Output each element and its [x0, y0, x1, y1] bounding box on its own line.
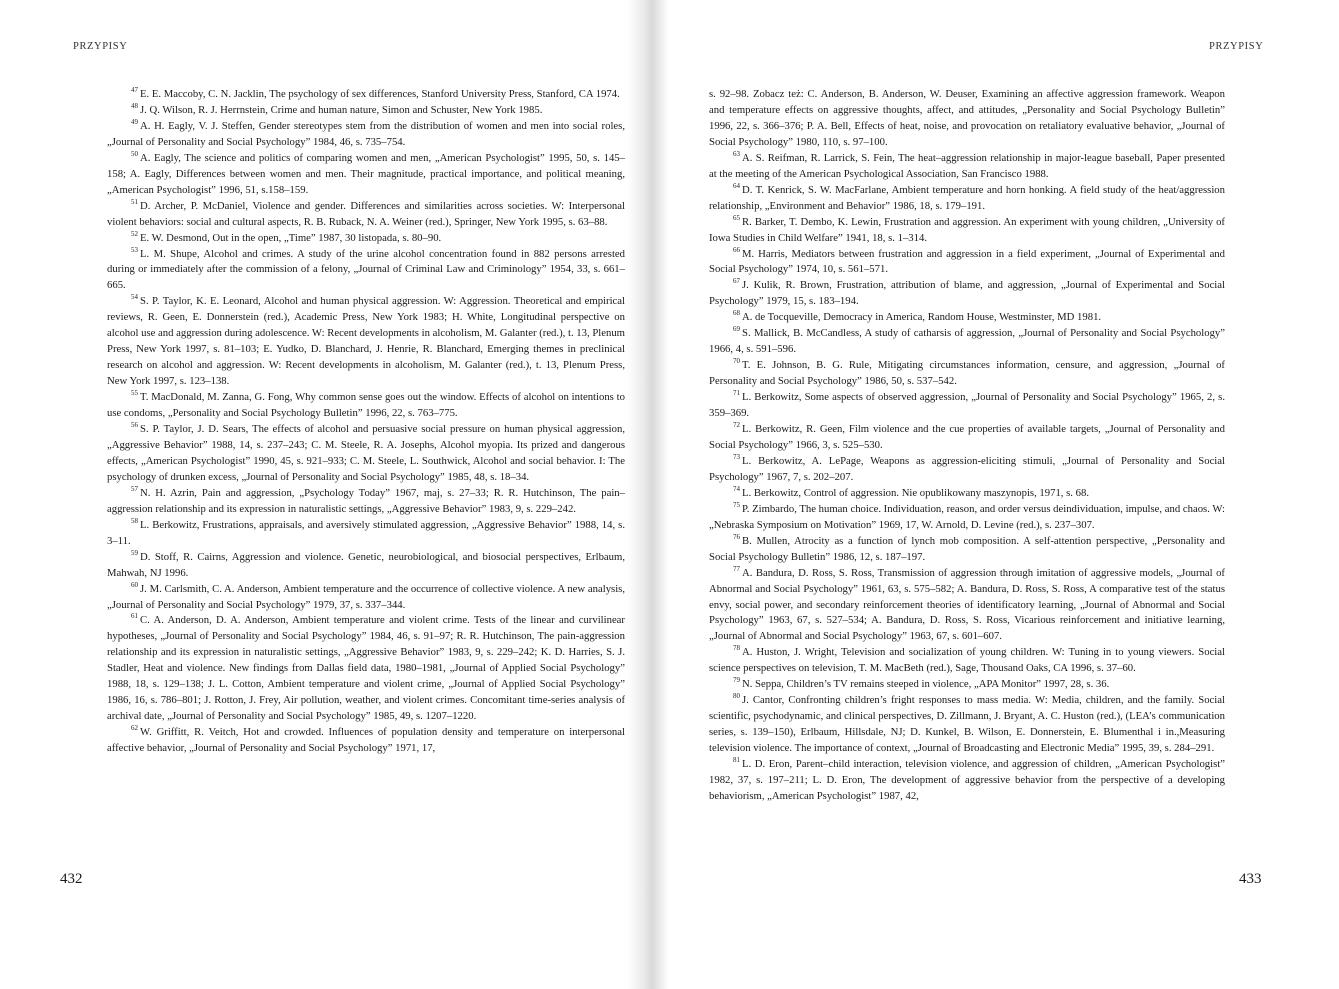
footnote-number: 57 — [131, 484, 138, 493]
footnote — [709, 183, 1225, 215]
footnote — [709, 454, 1225, 486]
footnote-text: S. P. Taylor, K. E. Leonard, Alcohol and human physical aggression. W: Aggression. Theoretical and empirical reviews, R. Geen, E. Donnerstein (red.), Academic Press, New York 1983; H. White, Longitudinal perspective on alcohol use and aggression during adolescence. W: Recent developments in alcoholism, M. Galanter (red.), t. 13, Plenum Press, New York 1997, s. 81–103; E. Yudko, D. Blanchard, J. Henrie, R. Blanchard, Emerging themes in preclinical research on alcohol and aggression. W: Recent developments in alcoholism, M. Galanter (red.), t. 13, Plenum Press, New York 1997, s. 123–138. — [107, 295, 625, 388]
footnote — [709, 422, 1225, 454]
running-header-right: PRZYPISY — [1209, 41, 1264, 52]
footnote — [107, 390, 625, 422]
footnote — [709, 486, 1225, 502]
footnote — [709, 502, 1225, 534]
footnote — [107, 103, 625, 119]
footnote-number: 72 — [733, 421, 740, 430]
footnote-number: 61 — [131, 612, 138, 621]
footnote-text: s. 92–98. Zobacz też: C. Anderson, B. Anderson, W. Deuser, Examining an affective aggression framework. Weapon and temperature effects on aggressive thoughts, affect, and attitudes, „Personality and Social Psychology Bulletin” 1996, 22, s. 366–376; P. A. Bell, Effects of heat, noise, and provocation on retaliatory evaluative behavior, „Journal of Social Psychology” 1980, 110, s. 97–100. — [709, 88, 1225, 148]
footnote-text: N. Seppa, Children’s TV remains steeped in violence, „APA Monitor” 1997, 28, s. 36. — [742, 678, 1110, 691]
footnote-text: N. H. Azrin, Pain and aggression, „Psychology Today” 1967, maj, s. 27–33; R. R. Hutchinson, The pain–aggression relationship and its expression in naturalistic settings, „Aggressive Behavior” 1983, 9, s. 229–242. — [107, 486, 625, 515]
footnote-number: 79 — [733, 676, 740, 685]
footnote-number: 75 — [733, 500, 740, 509]
footnote-number: 49 — [131, 117, 138, 126]
running-header-left: PRZYPISY — [73, 41, 128, 52]
footnote-text: L. Berkowitz, Some aspects of observed aggression, „Journal of Personality and Social Psychology” 1965, 2, s. 359–369. — [709, 391, 1225, 420]
footnote-text: L. M. Shupe, Alcohol and crimes. A study of the urine alcohol concentration found in 882 persons arrested during or immediately after the commission of a felony, „Journal of Criminal Law and Criminology” 1954, 33, s. 661–665. — [107, 247, 625, 292]
footnote — [107, 613, 625, 725]
footnote-number: 56 — [131, 421, 138, 430]
footnote-text: J. M. Carlsmith, C. A. Anderson, Ambient temperature and the occurrence of collective violence. A new analysis, „Journal of Personality and Social Psychology” 1979, 37, s. 337–344. — [107, 582, 625, 611]
footnote — [107, 725, 625, 757]
footnote-text: A. Eagly, The science and politics of comparing women and men, „American Psychologist” 1995, 50, s. 145–158; A. Eagly, Differences between women and men. Their magnitude, practical importance, and political meaning, „American Psychologist” 1996, 51, s.158–159. — [107, 151, 625, 196]
footnote — [107, 518, 625, 550]
footnote-text: D. Archer, P. McDaniel, Violence and gender. Differences and similarities across societies. W: Interpersonal violent behaviors: social and cultural aspects, R. B. Ruback, N. A. Weiner (red.), Springer, New York 1995, s. 63–88. — [107, 199, 625, 228]
footnote-text: L. Berkowitz, A. LePage, Weapons as aggression-eliciting stimuli, „Journal of Personality and Social Psychology” 1967, 7, s. 202–207. — [709, 454, 1225, 483]
footnote-text: P. Zimbardo, The human choice. Individuation, reason, and order versus deindividuation, impulse, and chaos. W: „Nebraska Symposium on Motivation” 1969, 17, W. Arnold, D. Levine (red.), s. 237–307. — [709, 502, 1226, 531]
footnote-text: J. Kulik, R. Brown, Frustration, attribution of blame, and aggression, „Journal of Experimental and Social Psychology” 1979, 15, s. 183–194. — [709, 279, 1225, 308]
footnote-number: 73 — [733, 452, 740, 461]
footnote-number: 54 — [131, 293, 138, 302]
footnote — [107, 119, 625, 151]
footnote-text: L. Berkowitz, R. Geen, Film violence and the cue properties of available targets, „Journal of Personality and Social Psychology” 1966, 3, s. 525–530. — [709, 423, 1225, 451]
footnote — [709, 645, 1225, 677]
footnote-text: A. de Tocqueville, Democracy in America, Random House, Westminster, MD 1981. — [742, 311, 1102, 324]
footnote-number: 52 — [131, 229, 138, 238]
footnote-text: L. Berkowitz, Control of aggression. Nie opublikowany maszynopis, 1971, s. 68. — [742, 486, 1090, 499]
footnotes-left-column — [107, 87, 625, 757]
page-number-left: 432 — [60, 871, 83, 887]
footnote — [709, 677, 1225, 693]
footnote-number: 60 — [131, 580, 138, 589]
footnote-text: E. W. Desmond, Out in the open, „Time” 1987, 30 listopada, s. 80–90. — [140, 231, 442, 244]
footnote — [107, 151, 625, 199]
footnote — [107, 199, 625, 231]
footnote-text: M. Harris, Mediators between frustration and aggression in a field experiment, „Journal of Experimental and Social Psychology” 1974, 10, s. 561–571. — [709, 247, 1225, 276]
footnote — [709, 151, 1225, 183]
footnote-text: A. H. Eagly, V. J. Steffen, Gender stereotypes stem from the distribution of women and men into social roles, „Journal of Personality and Social Psychology” 1984, 46, s. 735–754. — [107, 119, 625, 148]
footnote-number: 81 — [733, 756, 740, 765]
footnote-text: W. Griffitt, R. Veitch, Hot and crowded. Influences of population density and temperature on interpersonal affective behavior, „Journal of Personality and Social Psychology” 1971, 17, — [107, 726, 625, 755]
footnote — [107, 231, 625, 247]
footnote-number: 63 — [733, 149, 740, 158]
footnote-text: R. Barker, T. Dembo, K. Lewin, Frustration and aggression. An experiment with young children, „University of Iowa Studies in Child Welfare” 1941, 18, s. 1–314. — [709, 215, 1225, 244]
book-gutter — [627, 0, 669, 989]
footnote-number: 77 — [733, 564, 740, 573]
footnote-number: 64 — [733, 181, 740, 190]
footnote — [709, 390, 1225, 422]
footnote-number: 66 — [733, 245, 740, 254]
footnote-text: A. Huston, J. Wright, Television and socialization of young children. W: Tuning in to young viewers. Social science perspectives on television, T. M. MacBeth (red.), Sage, Thousand Oaks, CA 1996, s. 37–60. — [709, 646, 1225, 675]
footnote-number: 69 — [733, 325, 740, 334]
footnote-text: D. T. Kenrick, S. W. MacFarlane, Ambient temperature and horn honking. A field study of the heat/aggression relationship, „Environment and Behavior” 1986, 18, s. 179–191. — [709, 183, 1225, 212]
footnote-number: 62 — [131, 724, 138, 733]
footnote-text: J. Cantor, Confronting children’s fright responses to mass media. W: Media, children, and the family. Social scientific, psychodynamic, and clinical perspectives, D. Zillmann, J. Bryant, A. C. Huston (red.), (LEA’s communication series, s. 139–150), Erlbaum, Hillsdale, NJ; D. Kunkel, B. Wilson, E. Donnerstein, E. Blumenthal i in.,Measuring television violence. The importance of context, „Journal of Broadcasting and Electronic Media” 1995, 39, s. 284–291. — [709, 694, 1225, 755]
footnote-text: T. MacDonald, M. Zanna, G. Fong, Why common sense goes out the window. Effects of alcohol on intentions to use condoms, „Personality and Social Psychology Bulletin” 1996, 22, s. 763–775. — [107, 391, 625, 420]
footnote-text: A. Bandura, D. Ross, S. Ross, Transmission of aggression through imitation of aggressive models, „Journal of Abnormal and Social Psychology” 1961, 63, s. 575–582; A. Bandura, D. Ross, S. Ross, A comparative test of the status envy, social power, and secondary reinforcement theories of identificatory learning, „Journal of Abnormal and Social Psychology” 1963, 67, s. 527–534; A. Bandura, D. Ross, S. Ross, Vicarious reinforcement and initiative learning, „Journal of Abnormal and Social Psychology” 1963, 67, s. 601–607. — [709, 566, 1225, 643]
footnote — [709, 693, 1225, 757]
footnote — [107, 87, 625, 103]
footnote-number: 47 — [131, 86, 138, 94]
footnote — [709, 358, 1225, 390]
footnote-text: T. E. Johnson, B. G. Rule, Mitigating circumstances information, censure, and aggression, „Journal of Personality and Social Psychology” 1986, 50, s. 537–542. — [709, 359, 1225, 388]
footnote — [107, 582, 625, 614]
footnote-number: 53 — [131, 245, 138, 254]
footnote-number: 48 — [131, 101, 138, 110]
footnote — [709, 534, 1225, 566]
footnote — [709, 278, 1225, 310]
footnote-text: D. Stoff, R. Cairns, Aggression and violence. Genetic, neurobiological, and biosocial perspectives, Erlbaum, Mahwah, NJ 1996. — [107, 550, 625, 579]
footnote — [107, 550, 625, 582]
footnotes-right-column — [709, 87, 1225, 805]
footnote-text: S. P. Taylor, J. D. Sears, The effects of alcohol and persuasive social pressure on human physical aggression, „Aggressive Behavior” 1988, 14, s. 237–243; C. M. Steele, R. A. Josephs, Alcohol myopia. Its prized and dangerous effects, „American Psychologist” 1990, 45, s. 921–933; C. M. Steele, L. Southwick, Alcohol and social behavior. I: The psychology of drunken excess, „Journal of Personality and Social Psychology” 1985, 48, s. 18–34. — [107, 423, 625, 483]
footnote-text: A. S. Reifman, R. Larrick, S. Fein, The heat–aggression relationship in major-league baseball, Paper presented at the meeting of the American Psychological Association, San Francisco 1988. — [709, 151, 1225, 180]
footnote-number: 70 — [733, 357, 740, 366]
footnote-text: S. Mallick, B. McCandless, A study of catharsis of aggression, „Journal of Personality and Social Psychology” 1966, 4, s. 591–596. — [709, 327, 1225, 356]
footnote — [709, 215, 1225, 247]
footnote-number: 76 — [733, 532, 740, 541]
footnote-number: 58 — [131, 516, 138, 525]
footnote — [709, 310, 1225, 326]
footnote-number: 59 — [131, 548, 138, 557]
footnote-number: 51 — [131, 197, 138, 206]
footnote — [107, 422, 625, 486]
footnote — [709, 326, 1225, 358]
footnote-number: 80 — [733, 692, 740, 701]
footnote-number: 50 — [131, 149, 138, 158]
footnote-text: L. D. Eron, Parent–child interaction, television violence, and aggression of children, „American Psychologist” 1982, 37, s. 197–211; L. D. Eron, The development of aggressive behavior from the perspective of a developing behaviorism, „American Psychologist” 1987, 42, — [709, 758, 1225, 802]
footnote-number: 55 — [131, 389, 138, 398]
footnote — [709, 247, 1225, 279]
footnote-number: 68 — [733, 309, 740, 318]
footnote — [709, 87, 1225, 151]
footnote — [107, 247, 625, 295]
footnote-number: 67 — [733, 277, 740, 286]
page-number-right: 433 — [1239, 871, 1262, 887]
footnote-number: 78 — [733, 644, 740, 653]
footnote — [709, 757, 1225, 805]
footnote-text: L. Berkowitz, Frustrations, appraisals, and aversively stimulated aggression, „Aggressive Behavior” 1988, 14, s. 3–11. — [107, 518, 625, 547]
footnote — [107, 486, 625, 518]
footnote-text: J. Q. Wilson, R. J. Herrnstein, Crime and human nature, Simon and Schuster, New York 1985. — [140, 103, 543, 116]
footnote-number: 65 — [733, 213, 740, 222]
footnote-text: B. Mullen, Atrocity as a function of lynch mob composition. A self-attention perspective, „Personality and Social Psychology Bulletin” 1986, 12, s. 187–197. — [709, 534, 1225, 563]
footnote — [709, 566, 1225, 646]
footnote-number: 71 — [733, 389, 740, 398]
footnote — [107, 294, 625, 390]
footnote-number: 74 — [733, 484, 740, 493]
footnote-text: E. E. Maccoby, C. N. Jacklin, The psychology of sex differences, Stanford University Press, Stanford, CA 1974. — [140, 88, 620, 100]
footnote-text: C. A. Anderson, D. A. Anderson, Ambient temperature and violent crime. Tests of the linear and curvilinear hypotheses, „Journal of Personality and Social Psychology” 1984, 46, s. 91–97; R. R. Hutchinson, The pain-aggression relationship and its expression in naturalistic settings, „Aggressive Behavior” 1983, 9, s. 229–242; K. D. Harries, S. J. Stadler, Heat and violence. New findings from Dallas field data, 1980–1981, „Journal of Applied Social Psychology” 1988, 18, s. 129–138; J. L. Cotton, Ambient temperature and violent crime, „Journal of Applied Social Psychology” 1986, 16, s. 786–801; J. Rotton, J. Frey, Air pollution, weather, and violent crimes. Concomitant time-series analysis of archival date, „Journal of Personality and Social Psychology” 1985, 49, s. 1207–1220. — [107, 614, 625, 723]
